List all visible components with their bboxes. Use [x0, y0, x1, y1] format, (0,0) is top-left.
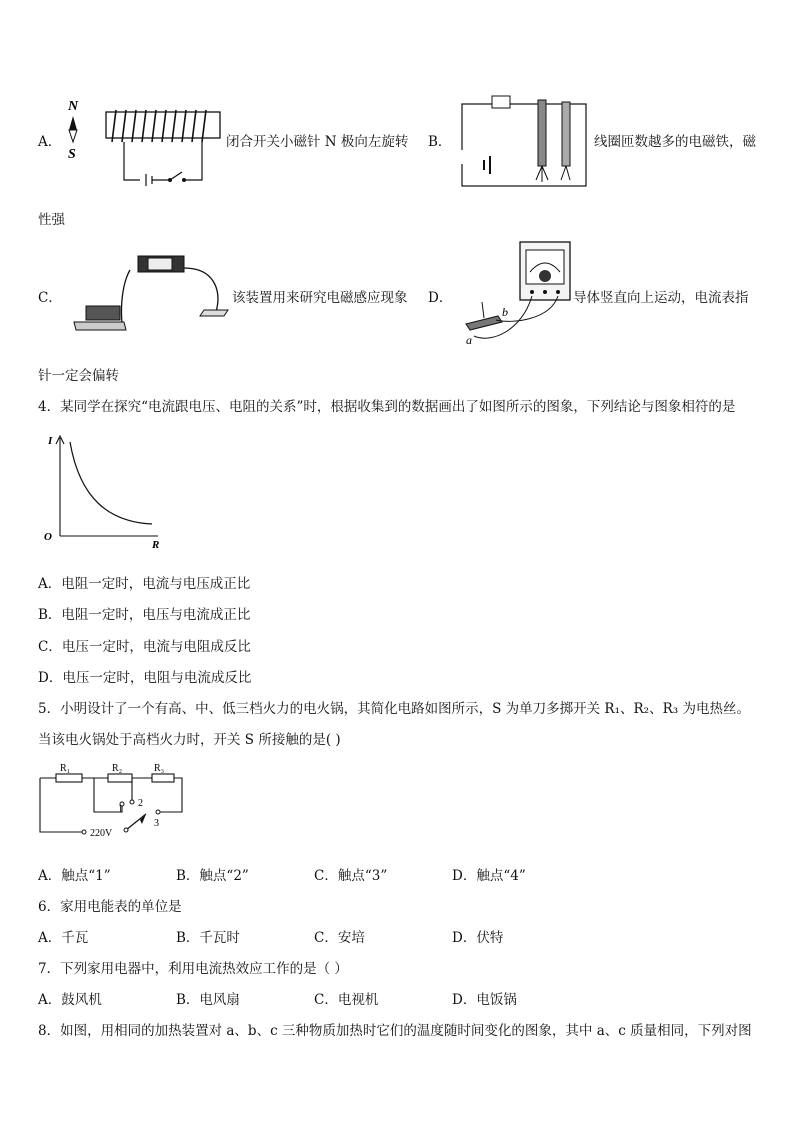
question-6-stem: 6．家用电能表的单位是 — [38, 899, 182, 915]
option-a-text: 闭合开关小磁针 N 极向左旋转 — [226, 134, 409, 150]
question-5-stem-line1: 5．小明设计了一个有高、中、低三档火力的电火锅，其简化电路如图所示，S 为单刀多掷开关 R₁、R₂、R₃ 为电热丝。 — [38, 701, 750, 717]
question-6-option-d: D．伏特 — [452, 930, 504, 946]
graph-x-axis-label: R — [152, 539, 160, 550]
figure-motor-setup — [64, 250, 230, 338]
conductor-label-b: b — [502, 305, 508, 319]
question-4-stem: 4．某同学在探究“电流跟电压、电阻的关系”时，根据收集到的数据画出了如图所示的图象，下列结论与图象相符的是 — [38, 399, 736, 415]
contact-label-3: 3 — [154, 818, 159, 829]
option-b-text-wrap: 性强 — [38, 212, 65, 228]
option-letter-a: A． — [38, 134, 62, 150]
circuit-label-r3: R₃ — [154, 763, 165, 774]
option-d-text-wrap: 针一定会偏转 — [38, 368, 119, 384]
option-b-text: 线圈匝数越多的电磁铁，磁 — [594, 134, 756, 150]
question-5-option-c: C．触点“3” — [314, 868, 388, 884]
graph-current-vs-resistance — [40, 430, 170, 550]
figure-ammeter-conductor — [462, 240, 572, 348]
compass-south-label: S — [68, 147, 76, 162]
question-5-option-b: B．触点“2” — [176, 868, 249, 884]
figure-solenoid-compass — [62, 96, 222, 188]
question-7-stem: 7．下列家用电器中，利用电流热效应工作的是（ ） — [38, 961, 348, 977]
question-4-option-a: A．电阻一定时，电流与电压成正比 — [38, 576, 251, 592]
figure-electromagnets-nails — [458, 94, 590, 190]
graph-y-axis-label: I — [48, 435, 53, 447]
compass-north-label: N — [68, 99, 79, 114]
contact-label-1: 1 — [118, 804, 123, 815]
question-5-stem-line2: 当该电火锅处于高档火力时，开关 S 所接触的是( ) — [38, 732, 341, 748]
question-6-option-a: A．千瓦 — [38, 930, 89, 946]
question-8-stem: 8．如图，用相同的加热装置对 a、b、c 三种物质加热时它们的温度随时间变化的图象，其中 a、c 质量相同，下列对图 — [38, 1023, 752, 1039]
circuit-label-r1: R₁ — [60, 763, 71, 774]
question-6-option-c: C．安培 — [314, 930, 365, 946]
question-4-option-c: C．电压一定时，电流与电阻成反比 — [38, 639, 251, 655]
question-7-option-a: A．鼓风机 — [38, 992, 102, 1008]
question-5-option-d: D．触点“4” — [452, 868, 526, 884]
circuit-label-r2: R₂ — [112, 763, 123, 774]
option-c-text: 该装置用来研究电磁感应现象 — [232, 290, 408, 306]
question-6-option-b: B．千瓦时 — [176, 930, 240, 946]
option-d-text: 导体竖直向上运动，电流表指 — [573, 290, 749, 306]
graph-origin-label: O — [44, 531, 52, 543]
question-7-option-d: D．电饭锅 — [452, 992, 517, 1008]
circuit-diagram-r1-r2-r3 — [34, 760, 194, 838]
conductor-label-a: a — [466, 333, 472, 347]
question-4-option-b: B．电阻一定时，电压与电流成正比 — [38, 607, 251, 623]
question-7-option-c: C．电视机 — [314, 992, 379, 1008]
question-4-option-d: D．电压一定时，电阻与电流成反比 — [38, 670, 252, 686]
option-letter-b: B． — [428, 134, 452, 150]
option-letter-d: D． — [428, 290, 453, 306]
option-letter-c: C． — [38, 290, 62, 306]
question-5-option-a: A．触点“1” — [38, 868, 111, 884]
circuit-voltage-label: 220V — [90, 828, 113, 838]
contact-label-2: 2 — [138, 798, 143, 809]
question-7-option-b: B．电风扇 — [176, 992, 240, 1008]
